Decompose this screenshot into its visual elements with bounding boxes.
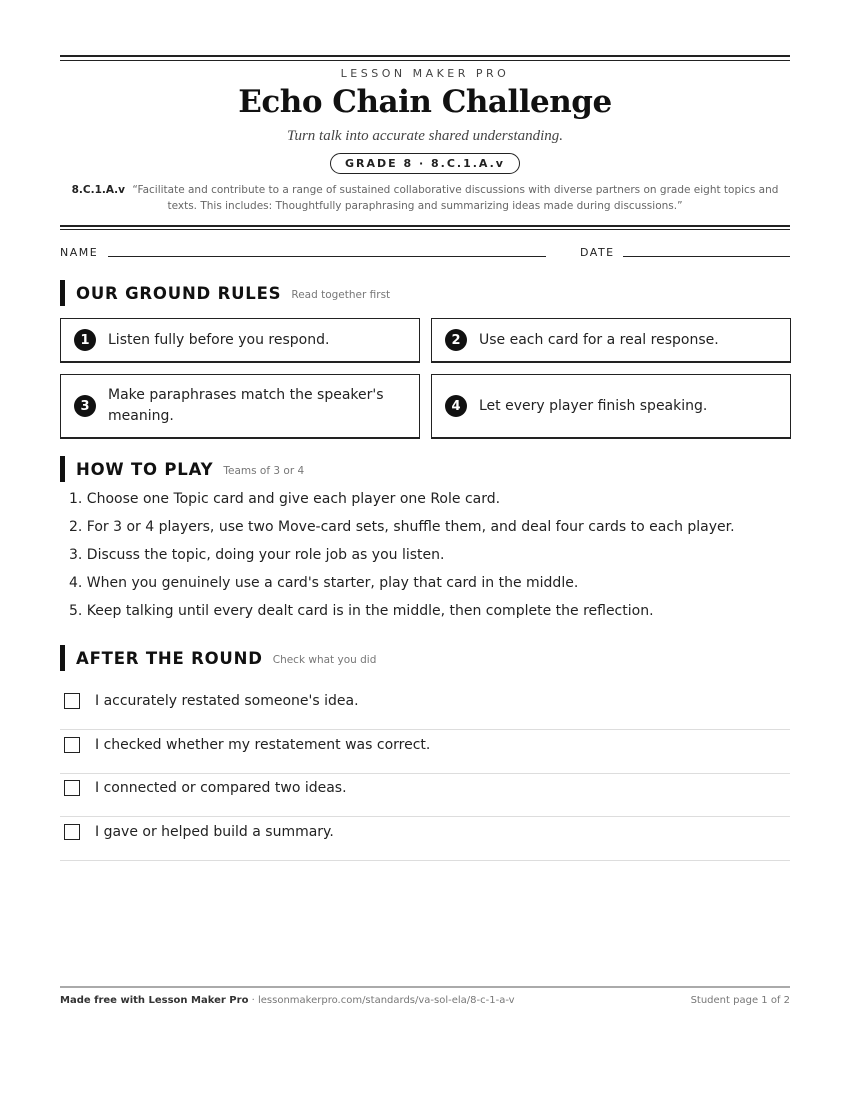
ground-rule-card <box>60 374 420 439</box>
top-double-rule <box>60 55 790 61</box>
footer-brand: Made free with Lesson Maker Pro <box>60 995 249 1006</box>
how-to-play-heading <box>60 456 304 482</box>
rule-text: Make paraphrases match the speaker's meaning. <box>108 387 384 424</box>
ground-rule-card <box>431 318 791 363</box>
worksheet-title: Echo Chain Challenge <box>238 84 612 120</box>
rule-number-badge: 4 <box>445 395 467 417</box>
instruction-steps <box>60 491 790 631</box>
standard-text: “Facilitate and contribute to a range of sustained collaborative discussions with diverse partners on grade eight topics and texts. This includes: Thoughtfully paraphrasing and summarizing ideas made during discussions.” <box>132 184 779 212</box>
rule-text: Use each card for a real response. <box>479 331 719 348</box>
reflection-text: I gave or helped build a summary. <box>95 824 334 840</box>
footer-rule <box>60 986 790 988</box>
grade-badge: GRADE 8 · 8.C.1.A.v <box>330 153 520 174</box>
reflection-item <box>60 686 790 730</box>
rule-number-badge: 1 <box>74 329 96 351</box>
instruction-step: 1. Choose one Topic card and give each player one Role card. <box>69 491 501 507</box>
rule-number-badge: 2 <box>445 329 467 351</box>
reflection-item <box>60 730 790 774</box>
footer-url[interactable]: · lessonmakerpro.com/standards/va-sol-ela/8-c-1-a-v <box>248 995 515 1006</box>
ground-rule-card <box>431 374 791 439</box>
instruction-step: 4. When you genuinely use a card's starter, play that card in the middle. <box>69 575 579 591</box>
reflection-text: I checked whether my restatement was correct. <box>95 737 431 753</box>
worksheet-subtitle: Turn talk into accurate shared understanding. <box>286 128 564 144</box>
ground-rules-heading <box>60 280 390 306</box>
date-field[interactable] <box>623 256 790 257</box>
reflection-checkbox[interactable] <box>64 737 80 753</box>
reflection-item <box>60 773 790 817</box>
reflection-item <box>60 817 790 861</box>
reflection-text: I accurately restated someone's idea. <box>95 693 359 709</box>
section-note: Read together first <box>291 289 391 301</box>
ground-rule-card <box>60 318 420 363</box>
instruction-step: 5. Keep talking until every dealt card is in the middle, then complete the reflection. <box>69 603 654 619</box>
date-label: DATE <box>580 246 615 259</box>
reflection-text: I connected or compared two ideas. <box>95 780 347 796</box>
instruction-step: 3. Discuss the topic, doing your role job as you listen. <box>69 547 445 563</box>
name-label: NAME <box>60 246 99 259</box>
name-date-row <box>60 244 790 264</box>
footer-credit <box>60 995 515 1006</box>
reflection-checkbox[interactable] <box>64 693 80 709</box>
standard-description <box>60 182 790 214</box>
rule-number-badge: 3 <box>74 395 96 417</box>
instruction-step: 2. For 3 or 4 players, use two Move-card sets, shuffle them, and deal four cards to each player. <box>69 519 735 535</box>
page-indicator: Student page 1 of 2 <box>690 995 790 1006</box>
brand-label: LESSON MAKER PRO <box>340 67 510 80</box>
section-title: OUR GROUND RULES <box>76 283 282 303</box>
section-note: Teams of 3 or 4 <box>223 465 305 477</box>
standard-code: 8.C.1.A.v <box>71 184 126 196</box>
rule-text: Listen fully before you respond. <box>108 331 330 348</box>
section-note: Check what you did <box>272 654 377 666</box>
after-round-heading <box>60 645 376 671</box>
rule-text: Let every player finish speaking. <box>479 397 708 414</box>
reflection-checkbox[interactable] <box>64 780 80 796</box>
reflection-checkbox[interactable] <box>64 824 80 840</box>
name-field[interactable] <box>108 256 546 257</box>
section-title: AFTER THE ROUND <box>76 648 263 668</box>
header-double-rule <box>60 225 790 230</box>
section-title: HOW TO PLAY <box>76 459 214 479</box>
